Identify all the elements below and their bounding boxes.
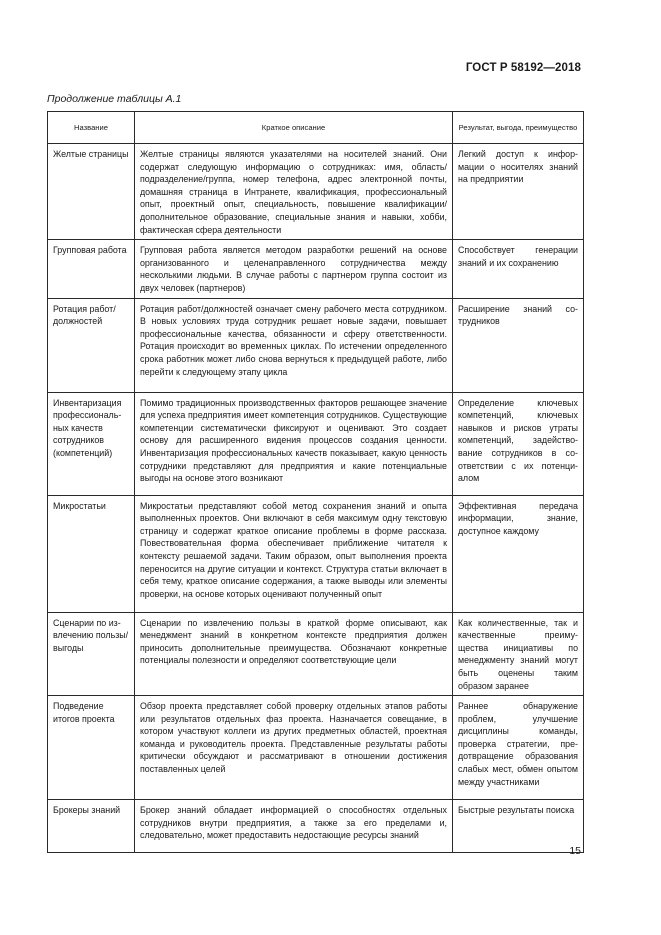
row-description: Групповая работа является методом разработки решений на основе организованного и целенаправленного сотрудничества между несколькими людьми. В случае работы с партнером группа состоит из двух человек (партнеров) — [135, 240, 453, 298]
row-name: Групповая работа — [48, 240, 135, 298]
row-description: Желтые страницы являются указателями на носителей знаний. Они содержат следующую информацию о сотрудниках: имя, область/подразделение/группа, номер телефона, адрес электронной почты, домашняя страница в Интранете, квалификация, профессиональный опыт, проектный опыт, специальность, повышение квалификации/дополнительное образование, специальные знания и навыки, хобби, фактическая сфера деятельности — [135, 144, 453, 240]
page-number: 15 — [569, 845, 581, 857]
table-header-row — [48, 112, 584, 144]
row-result: Эффективная передача информации, знание, доступное каждому — [453, 495, 584, 612]
row-result: Определение ключевых компетенций, ключевых навыков и рисков утраты компетенций, задействование сотрудников в соответствии с их потенциалом — [453, 392, 584, 495]
row-result: Легкий доступ к информации о носителях знаний на предприятии — [453, 144, 584, 240]
main-table — [47, 111, 584, 853]
header-result: Результат, выгода, преимущество — [453, 112, 584, 144]
table-row — [48, 696, 584, 800]
row-name: Микростатьи — [48, 495, 135, 612]
table-row — [48, 800, 584, 853]
table-row — [48, 392, 584, 495]
document-code: ГОСТ Р 58192—2018 — [465, 62, 581, 74]
row-name: Сценарии по извлечению пользы/ выгоды — [48, 612, 135, 696]
row-description: Микростатьи представляют собой метод сохранения знаний и опыта выполненных проектов. Они включают в себя максимум одну текстовую страницу и содержат краткое описание проблемы в форме рассказа. Повествовательная форма обеспечивает приближение читателя к контексту решаемой задачи. Таким образом, опыт выполнения проекта переносится на другие ситуации и контекст. Структура статьи включает в себя тему, краткое описание содержания, а также выводы или элементы проверки, на основе которых оценивают полученный опыт — [135, 495, 453, 612]
row-name: Брокеры знаний — [48, 800, 135, 853]
table-row — [48, 144, 584, 240]
row-result: Быстрые результаты поиска — [453, 800, 584, 853]
row-name: Желтые страницы — [48, 144, 135, 240]
row-name: Инвентаризация профессиональных качеств сотрудников (компетенций) — [48, 392, 135, 495]
row-result: Расширение знаний сотрудников — [453, 298, 584, 392]
row-name: Ротация работ/ должностей — [48, 298, 135, 392]
row-description: Обзор проекта представляет собой проверку отдельных этапов работы или результатов отдельных фаз проекта. Назначается совещание, в котором участвуют коллеги из других предметных областей, проектная команда и руководитель проекта. Представленные результаты работы критически обсуждают и рассматривают в отношении достижения поставленных целей — [135, 696, 453, 800]
row-description: Брокер знаний обладает информацией о способностях отдельных сотрудников внутри предприятия, а также за его пределами и, следовательно, может предоставить недостающие ресурсы знаний — [135, 800, 453, 853]
header-description: Краткое описание — [135, 112, 453, 144]
header-name: Название — [48, 112, 135, 144]
table-caption: Продолжение таблицы А.1 — [47, 93, 182, 105]
row-name: Подведение итогов проекта — [48, 696, 135, 800]
table-row — [48, 298, 584, 392]
row-result: Способствует генерации знаний и их сохранению — [453, 240, 584, 298]
row-result: Раннее обнаружение проблем, улучшение дисциплины команды, проверка стратегии, предотвращение образования слабых мест, обмен опытом между участниками — [453, 696, 584, 800]
table-row — [48, 495, 584, 612]
row-description: Сценарии по извлечению пользы в краткой форме описывают, как менеджмент знаний в конкретном контексте предприятия должен приносить дополнительные преимущества. Обозначают конкретные потенциалы полезности и определяют соответствующие цели — [135, 612, 453, 696]
table-row — [48, 240, 584, 298]
row-description: Ротация работ/должностей означает смену рабочего места сотрудником. В новых условиях труда сотрудник решает новые задачи, повышает профессиональные качества, обязанности и сферу ответственности. Ротация происходит во временных циклах. По истечении определенного срока работник может либо снова вернуться к предыдущей работе, либо перейти к следующему этапу цикла — [135, 298, 453, 392]
row-description: Помимо традиционных производственных факторов решающее значение для успеха предприятия имеет компетенция сотрудников. Существующие компетенции систематически фиксируют и оценивают. Это создает основу для расширенного видения процессов создания ценности. Инвентаризация профессиональных качеств показывает, какую ценность сотрудники представляют для предприятия и какие потенциальные выгоды на основе этого возникают — [135, 392, 453, 495]
table-row — [48, 612, 584, 696]
row-result: Как количественные, так и качественные преимущества инициативы по менеджменту знаний могут быть оценены таким образом заранее — [453, 612, 584, 696]
